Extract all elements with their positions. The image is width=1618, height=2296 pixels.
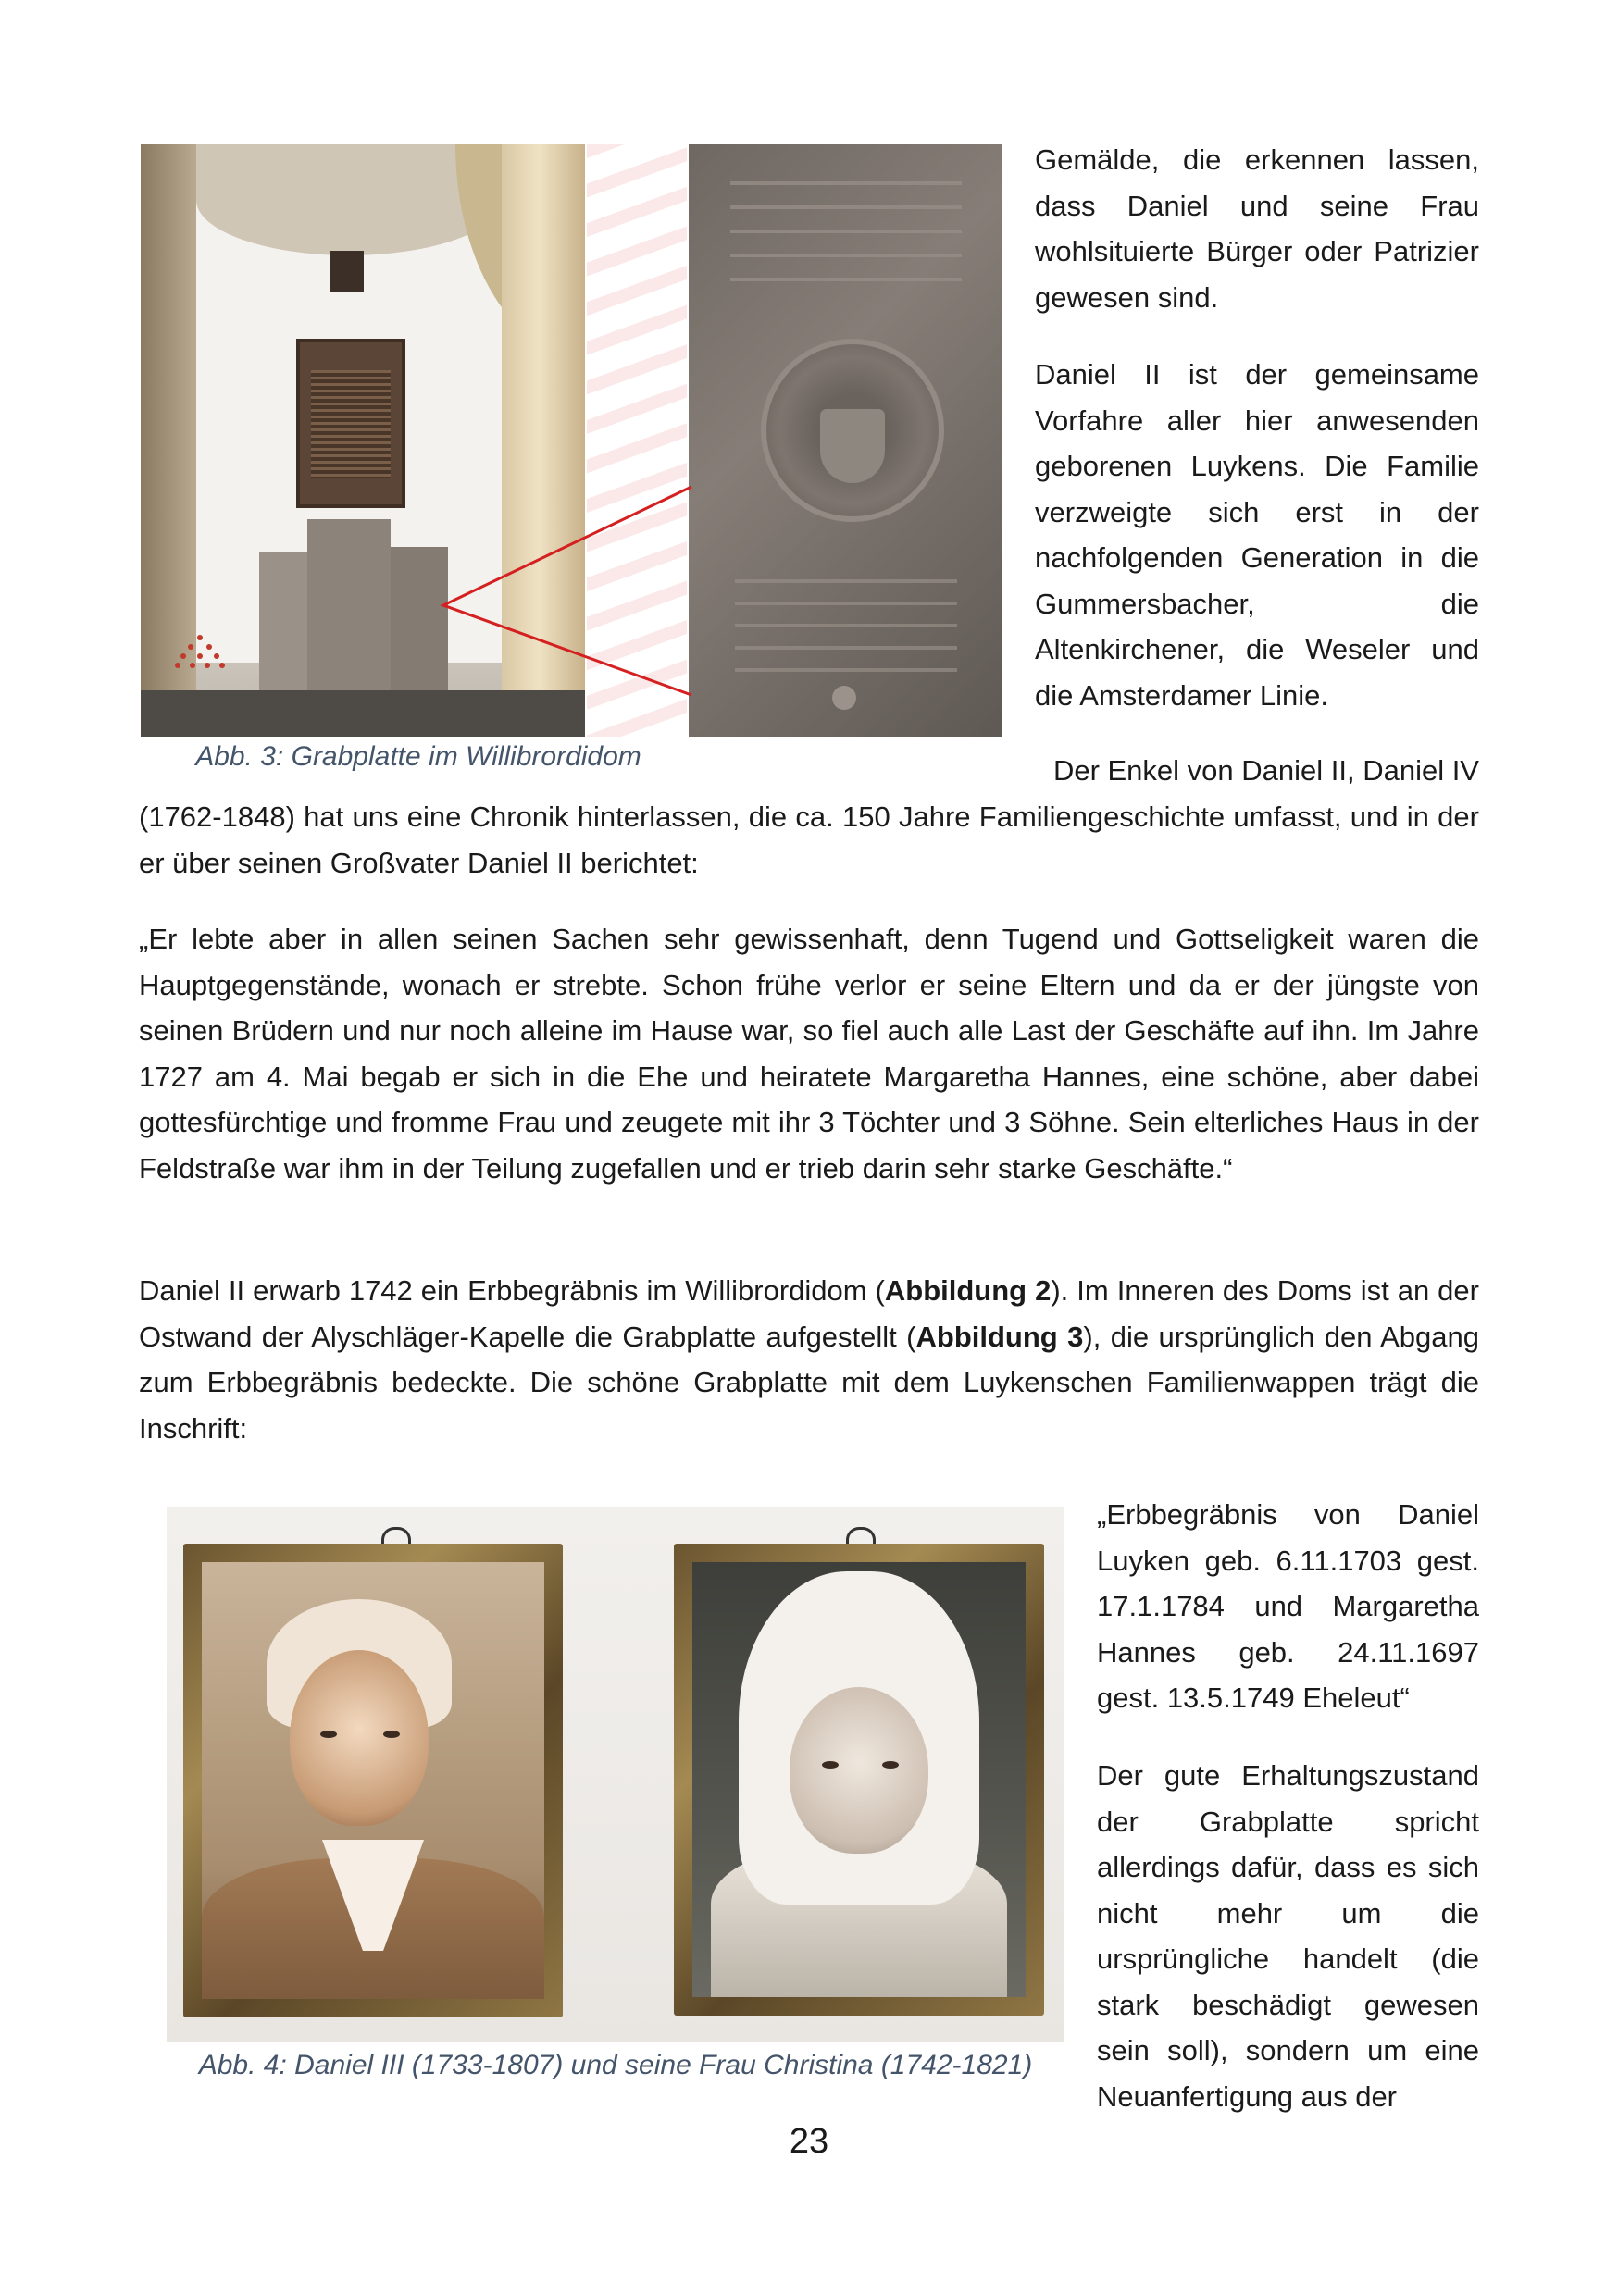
figure-3-grave-slab-photo bbox=[141, 144, 1002, 737]
portrait-daniel-iii bbox=[183, 1544, 563, 2017]
paragraph-5: Daniel II erwarb 1742 ein Erbbegräbnis im Willibrordidom (Abbildung 2). Im Inneren des Doms ist an der Ostwand der Alyschläger-Kapelle die Grabplatte aufgestellt (Abbildung 3), die ursprünglich den Abgang zum Erbbegräbnis bedeckte. Die schöne Grabplatte mit dem Luykenschen Familienwappen trägt die Inschrift: bbox=[139, 1274, 1480, 1445]
page-number: 23 bbox=[789, 2122, 829, 2161]
figure-3-reference: Abbildung 3 bbox=[915, 1320, 1084, 1353]
chronicle-quote: „Er lebte aber in allen seinen Sachen sehr gewissenhaft, denn Tugend und Gottseligkeit waren die Hauptgegenstände, wonach er strebte. Schon frühe verlor er seine Eltern und da er der jüngste von seinen Brüdern und nur noch alleine im Hause war, so fiel auch alle Last der Geschäfte auf ihn. Im Jahre 1727 am 4. Mai begab er sich in die Ehe und heiratete Margaretha Hannes, eine schöne, aber dabei gottesfürchtige und fromme Frau und zeugete mit ihr 3 Töchter und 3 Söhne. Sein elterliches Haus in der Feldstraße war ihm in der Teilung zugefallen und er trieb darin sehr starke Geschäfte.“ bbox=[139, 923, 1479, 1185]
figure-4-caption: Abb. 4: Daniel III (1733-1807) und seine Frau Christina (1742-1821) bbox=[198, 2050, 1033, 2080]
paragraph-3-first-line: Der Enkel von Daniel II, Daniel IV bbox=[1052, 754, 1479, 787]
paragraph-7: Der gute Erhaltungszustand der Grabplatte spricht allerdings dafür, dass es sich nicht mehr um die ursprüngliche handelt (die stark beschädigt gewesen sein soll), sondern um eine Neuanfertigung aus der bbox=[1097, 1759, 1479, 2113]
portrait-christina bbox=[674, 1544, 1044, 2016]
paragraph-3: (1762-1848) hat uns eine Chronik hinterlassen, die ca. 150 Jahre Familiengeschichte umfasst, und in der er über seinen Großvater Daniel II berichtet: bbox=[139, 800, 1479, 879]
paragraph-2: Daniel II ist der gemeinsame Vorfahre aller hier anwesenden geborenen Luykens. Die Familie verzweigte sich erst in der nachfolgenden Generation in die Gummersbacher, die Altenkirchener, die Weseler und die Amsterdamer Linie. bbox=[1035, 358, 1479, 712]
paragraph-1: Gemälde, die erkennen lassen, dass Daniel und seine Frau wohlsituierte Bürger oder Patrizier gewesen sind. bbox=[1035, 143, 1479, 314]
figure-4-portraits-photo bbox=[167, 1507, 1064, 2042]
figure-3-caption: Abb. 3: Grabplatte im Willibrordidom bbox=[195, 741, 641, 772]
figure-2-reference: Abbildung 2 bbox=[884, 1274, 1052, 1307]
pointer-lines bbox=[141, 144, 1002, 737]
grave-inscription: „Erbbegräbnis von Daniel Luyken geb. 6.11.1703 gest. 17.1.1784 und Margaretha Hannes geb. 24.11.1697 gest. 13.5.1749 Eheleut“ bbox=[1097, 1498, 1479, 1714]
